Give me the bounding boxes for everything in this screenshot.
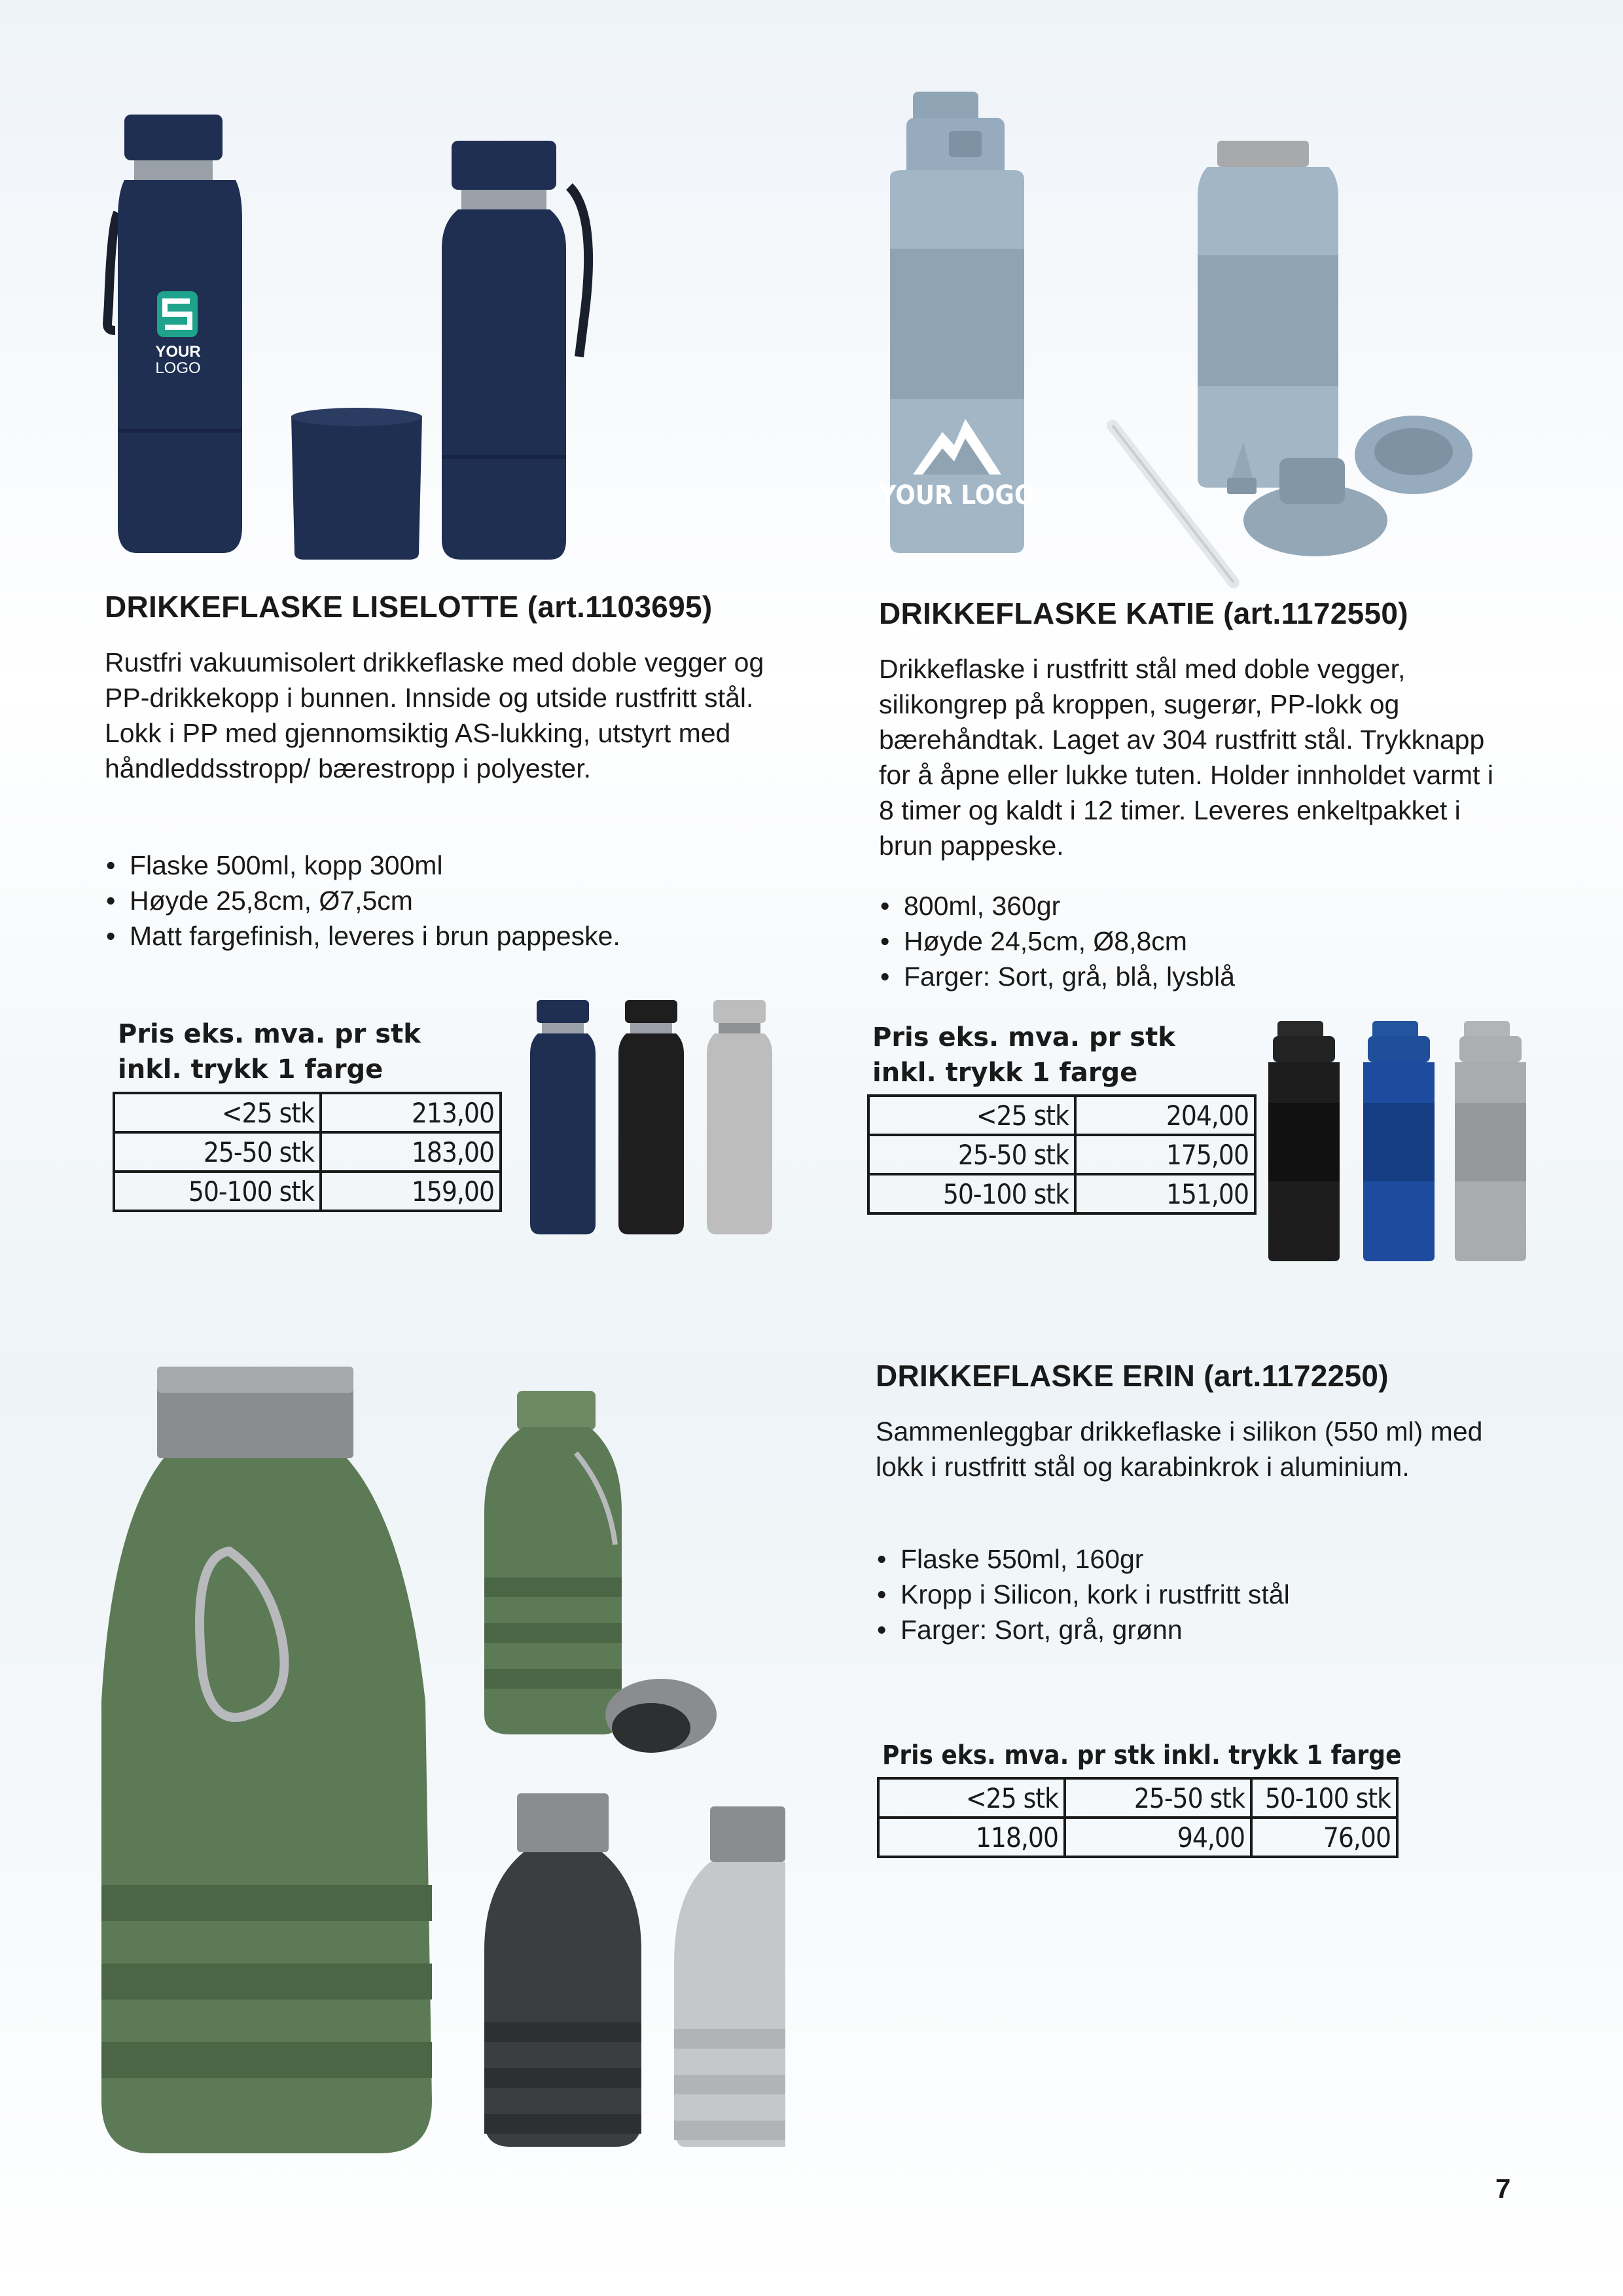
qty-cell: 25-50 stk (868, 1135, 1075, 1174)
list-item: • Flaske 550ml, 160gr (876, 1541, 1530, 1577)
liselotte-color-variants (524, 995, 785, 1237)
price-cell: 204,00 (1075, 1096, 1255, 1135)
price-cell: 94,00 (1065, 1818, 1251, 1857)
erin-price-table (877, 1777, 1399, 1858)
logo-text-logo: LOGO (155, 359, 201, 377)
liselotte-price-table (113, 1092, 502, 1212)
list-item: • Høyde 24,5cm, Ø8,8cm (879, 924, 1533, 959)
price-cell: 151,00 (1075, 1174, 1255, 1213)
erin-product-image (98, 1361, 785, 2166)
table-row (114, 1093, 501, 1132)
erin-price-label: Pris eks. mva. pr stk inkl. trykk 1 farge (882, 1740, 1402, 1770)
katie-price-label-1: Pris eks. mva. pr stk (872, 1022, 1175, 1052)
erin-bullets (876, 1541, 1530, 1647)
black-bottle-variant (618, 1000, 684, 1234)
page-number: 7 (1495, 2173, 1511, 2204)
price-cell: 175,00 (1075, 1135, 1255, 1174)
katie-price-label-2: inkl. trykk 1 farge (872, 1058, 1138, 1088)
dark-grey-bottle (484, 1793, 641, 2147)
qty-header-cell: <25 stk (878, 1778, 1065, 1818)
katie-product-image (877, 92, 1479, 602)
list-item: • Kropp i Silicon, kork i rustfritt stål (876, 1577, 1530, 1612)
liselotte-description: Rustfri vakuumisolert drikkeflaske med doble vegger og PP-drikkekopp i bunnen. Innside og utside rustfritt stål. Lokk i PP med gjennomsiktig AS-lukking, utstyrt med håndleddsstropp/ bærestropp i polyester. (105, 647, 764, 783)
list-item: • 800ml, 360gr (879, 888, 1533, 924)
liselotte-product-image (98, 108, 622, 560)
steel-cap (605, 1679, 717, 1753)
table-row (878, 1818, 1397, 1857)
qty-cell: <25 stk (868, 1096, 1075, 1135)
qty-cell: <25 stk (114, 1093, 321, 1132)
logo-text: YOUR LOGO (879, 480, 1035, 511)
liselotte-title: DRIKKEFLASKE LISELOTTE (art.1103695) (105, 590, 713, 624)
black-bottle-variant (1268, 1021, 1340, 1261)
katie-title: DRIKKEFLASKE KATIE (art.1172550) (879, 596, 1408, 630)
katie-color-variants (1263, 1018, 1538, 1266)
logo-text-your: YOUR (155, 343, 201, 361)
light-grey-bottle (674, 1806, 785, 2147)
list-item: • Matt fargefinish, leveres i brun pappeske. (105, 918, 792, 954)
qty-cell: 50-100 stk (868, 1174, 1075, 1213)
price-cell: 183,00 (321, 1132, 501, 1172)
katie-description: Drikkeflaske i rustfritt stål med doble vegger, silikongrep på kroppen, sugerør, PP-lokk og bærehåndtak. Laget av 304 rustfritt stål. Trykknapp for å åpne eller lukke tuten. Holder innholdet varmt i 8 timer og kaldt i 12 timer. Leveres enkeltpakket i brun pappeske. (879, 654, 1493, 861)
price-cell: 213,00 (321, 1093, 501, 1132)
liselotte-price-label-2: inkl. trykk 1 farge (118, 1054, 383, 1085)
erin-title: DRIKKEFLASKE ERIN (art.1172250) (876, 1359, 1389, 1393)
blue-bottle-variant (1363, 1021, 1435, 1261)
table-row (868, 1174, 1255, 1213)
green-bottle-large (101, 1367, 432, 2153)
katie-price-table (867, 1094, 1257, 1215)
qty-cell: 50-100 stk (114, 1172, 321, 1211)
table-row (114, 1172, 501, 1211)
price-cell: 159,00 (321, 1172, 501, 1211)
qty-header-cell: 25-50 stk (1065, 1778, 1251, 1818)
qty-cell: 25-50 stk (114, 1132, 321, 1172)
list-item: • Farger: Sort, grå, grønn (876, 1612, 1530, 1647)
table-row (868, 1096, 1255, 1135)
logo-icon (157, 291, 198, 337)
table-row (114, 1132, 501, 1172)
list-item: • Flaske 500ml, kopp 300ml (105, 848, 792, 883)
katie-bullets (879, 888, 1533, 994)
price-cell: 76,00 (1251, 1818, 1397, 1857)
qty-header-cell: 50-100 stk (1251, 1778, 1397, 1818)
list-item: • Farger: Sort, grå, blå, lysblå (879, 959, 1533, 994)
liselotte-bullets (105, 848, 792, 954)
navy-bottle-variant (530, 1000, 596, 1234)
grey-bottle-variant (1455, 1021, 1526, 1261)
grey-bottle-variant (707, 1000, 772, 1234)
table-row (878, 1778, 1397, 1818)
liselotte-price-label-1: Pris eks. mva. pr stk (118, 1019, 421, 1049)
list-item: • Høyde 25,8cm, Ø7,5cm (105, 883, 792, 918)
price-cell: 118,00 (878, 1818, 1065, 1857)
table-row (868, 1135, 1255, 1174)
erin-description: Sammenleggbar drikkeflaske i silikon (550 ml) med lokk i rustfritt stål og karabinkrok i aluminium. (876, 1416, 1483, 1482)
green-bottle-small (484, 1391, 622, 1734)
